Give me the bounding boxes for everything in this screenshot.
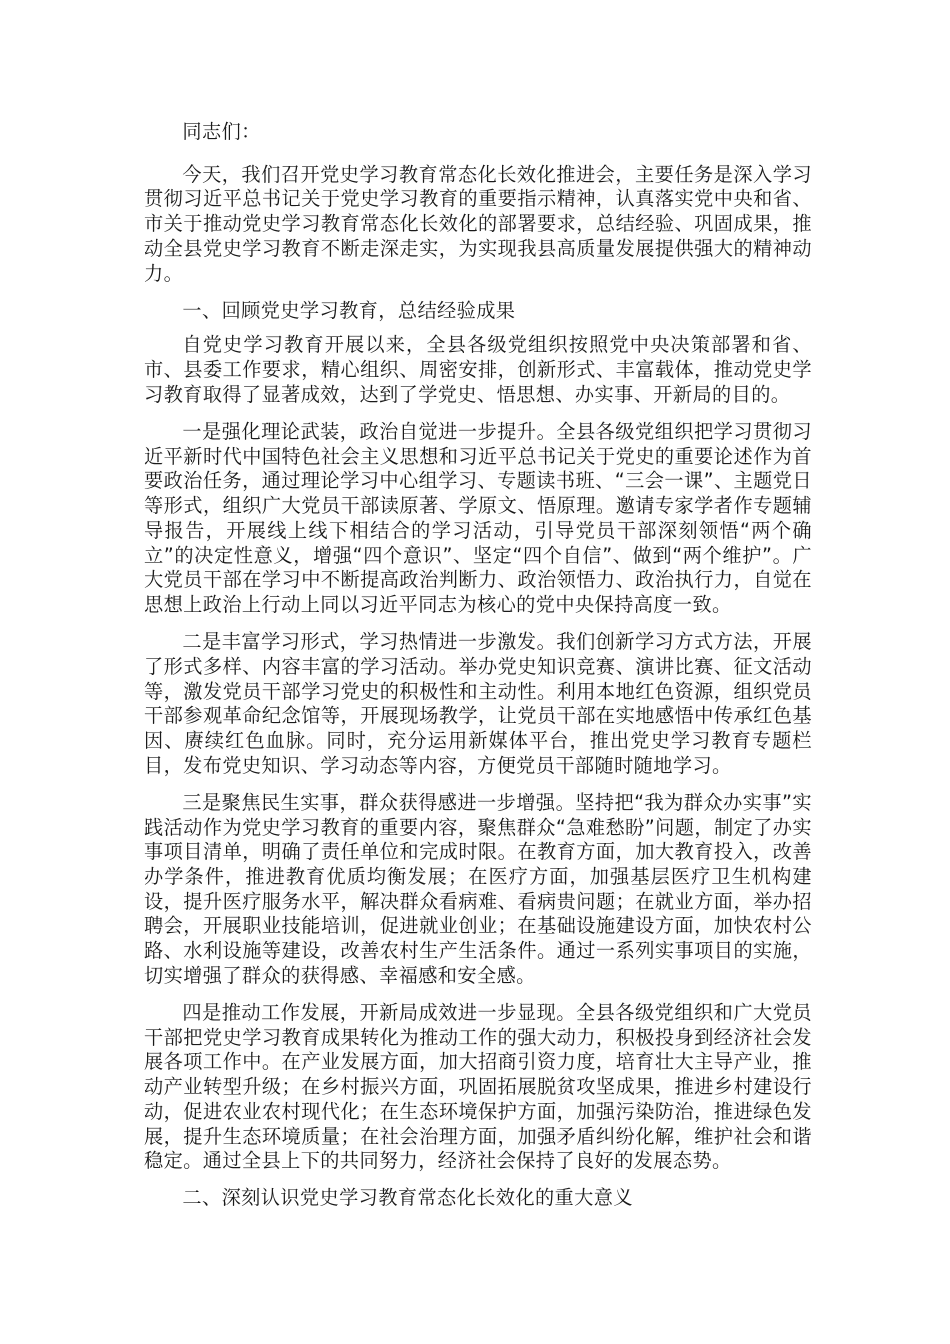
section-2-heading: 二、深刻认识党史学习教育常态化长效化的重大意义 [182,1186,633,1210]
salutation: 同志们： [182,120,261,143]
point-2-paragraph: 二是丰富学习形式，学习热情进一步激发。我们创新学习方式方法，开展了形式多样、内容丰富的学习活动。举办党史知识竞赛、演讲比赛、征文活动等，激发党员干部学习党史的积极性和主动性。利用本地红色资源，组织党员干部参观革命纪念馆等，开展现场教学，让党员干部在实地感悟中传承红色基因、赓续红色血脉。同时，充分运用新媒体平台，推出党史学习教育专题栏目，发布党史知识、学习动态等内容，方便党员干部随时随地学习。 [144,630,812,777]
section-1-intro-paragraph: 自党史学习教育开展以来，全县各级党组织按照党中央决策部署和省、市、县委工作要求，精心组织、周密安排，创新形式、丰富载体，推动党史学习教育取得了显著成效，达到了学党史、悟思想、办实事、开新局的目的。 [144,333,812,406]
point-1-paragraph: 一是强化理论武装，政治自觉进一步提升。全县各级党组织把学习贯彻习近平新时代中国特色社会主义思想和习近平总书记关于党史的重要论述作为首要政治任务，通过理论学习中心组学习、专题读书班、“三会一课”、主题党日等形式，组织广大党员干部读原著、学原文、悟原理。邀请专家学者作专题辅导报告，开展线上线下相结合的学习活动，引导党员干部深刻领悟“两个确立”的决定性意义，增强“四个意识”、坚定“四个自信”、做到“两个维护”。广大党员干部在学习中不断提高政治判断力、政治领悟力、政治执行力，自觉在思想上政治上行动上同以习近平同志为核心的党中央保持高度一致。 [144,420,812,616]
intro-paragraph: 今天，我们召开党史学习教育常态化长效化推进会，主要任务是深入学习贯彻习近平总书记关于党史学习教育的重要指示精神，认真落实党中央和省、市关于推动党史学习教育常态化长效化的部署要求，总结经验、巩固成果，推动全县党史学习教育不断走深走实，为实现我县高质量发展提供强大的精神动力。 [144,162,812,285]
section-1-heading: 一、回顾党史学习教育，总结经验成果 [182,298,516,322]
document-page [144,120,812,1221]
point-3-paragraph: 三是聚焦民生实事，群众获得感进一步增强。坚持把“我为群众办实事”实践活动作为党史学习教育的重要内容，聚焦群众“急难愁盼”问题，制定了办实事项目清单，明确了责任单位和完成时限。在教育方面，加大教育投入，改善办学条件，推进教育优质均衡发展；在医疗方面，加强基层医疗卫生机构建设，提升医疗服务水平，解决群众看病难、看病贵问题；在就业方面，举办招聘会，开展职业技能培训，促进就业创业；在基础设施建设方面，加快农村公路、水利设施等建设，改善农村生产生活条件。通过一系列实事项目的实施，切实增强了群众的获得感、幸福感和安全感。 [144,790,812,987]
point-4-paragraph: 四是推动工作发展，开新局成效进一步显现。全县各级党组织和广大党员干部把党史学习教育成果转化为推动工作的强大动力，积极投身到经济社会发展各项工作中。在产业发展方面，加大招商引资力度，培育壮大主导产业，推动产业转型升级；在乡村振兴方面，巩固拓展脱贫攻坚成果，推进乡村建设行动，促进农业农村现代化；在生态环境保护方面，加强污染防治，推进绿色发展，提升生态环境质量；在社会治理方面，加强矛盾纠纷化解，维护社会和谐稳定。通过全县上下的共同努力，经济社会保持了良好的发展态势。 [144,1001,812,1173]
